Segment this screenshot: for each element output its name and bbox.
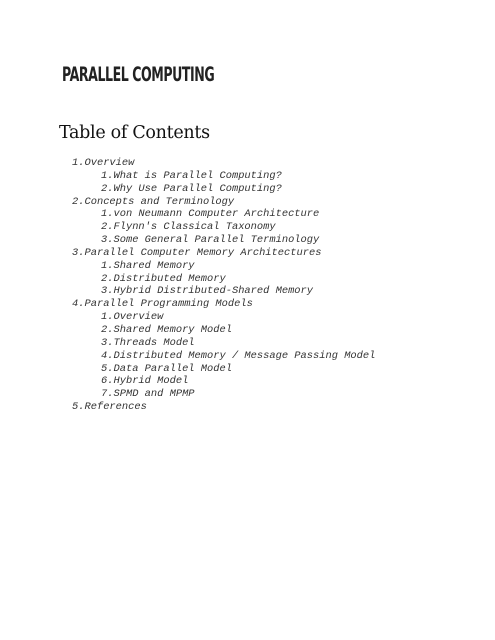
toc-item-number: 1.	[72, 157, 85, 169]
toc-item-label[interactable]: Parallel Programming Models	[84, 298, 253, 311]
toc-heading: Table of Contents	[59, 123, 210, 143]
toc-item-number: 2.	[101, 221, 114, 234]
toc-item-number: 4.	[101, 349, 114, 362]
toc-item-programming-models[interactable]	[0, 298, 375, 311]
toc-subitem-flynns-taxonomy[interactable]	[0, 221, 375, 234]
toc-subitem-threads-model[interactable]	[0, 337, 375, 350]
toc-subitem-spmd-mpmp[interactable]	[0, 388, 375, 401]
toc-item-number: 6.	[101, 375, 114, 388]
toc-item-number: 7.	[101, 388, 114, 401]
toc-item-label[interactable]: Data Parallel Model	[113, 362, 232, 375]
toc-item-label[interactable]: Threads Model	[113, 336, 195, 349]
toc-item-number: 3.	[101, 234, 114, 247]
toc-item-references[interactable]	[0, 401, 375, 414]
toc-item-concepts-and-terminology[interactable]	[0, 196, 375, 209]
toc-item-label[interactable]: Shared Memory	[113, 259, 195, 272]
toc-subitem-data-parallel-model[interactable]	[0, 363, 375, 376]
toc-subitem-distributed-memory[interactable]	[0, 273, 375, 286]
toc-item-memory-architectures[interactable]	[0, 247, 375, 260]
toc-item-number: 3.	[101, 285, 114, 298]
toc-subitem-shared-memory-model[interactable]	[0, 324, 375, 337]
toc-item-number: 3.	[72, 246, 85, 259]
table-of-contents	[0, 157, 375, 414]
toc-item-label[interactable]: Why Use Parallel Computing?	[113, 182, 282, 195]
toc-item-label[interactable]: What is Parallel Computing?	[113, 169, 282, 182]
toc-subitem-hybrid-model[interactable]	[0, 375, 375, 388]
toc-item-label[interactable]: Overview	[84, 157, 135, 169]
toc-item-label[interactable]: Some General Parallel Terminology	[113, 234, 320, 247]
toc-item-label[interactable]: Concepts and Terminology	[84, 195, 235, 208]
toc-subitem-shared-memory[interactable]	[0, 260, 375, 273]
toc-subitem-message-passing-model[interactable]	[0, 350, 375, 363]
toc-subitem-general-parallel-terminology[interactable]	[0, 234, 375, 247]
toc-item-number: 1.	[101, 208, 114, 221]
toc-item-number: 5.	[101, 362, 114, 375]
toc-item-number: 1.	[101, 311, 114, 324]
toc-item-number: 1.	[101, 259, 114, 272]
document-title: PARALLEL COMPUTING	[62, 63, 215, 87]
toc-item-overview[interactable]	[0, 157, 375, 170]
toc-item-label[interactable]: References	[84, 401, 147, 414]
toc-item-label[interactable]: von Neumann Computer Architecture	[113, 208, 320, 221]
toc-item-label[interactable]: Parallel Computer Memory Architectures	[84, 246, 322, 259]
toc-subitem-what-is-parallel-computing[interactable]	[0, 170, 375, 183]
toc-item-number: 2.	[72, 195, 85, 208]
toc-item-label[interactable]: Overview	[113, 311, 164, 324]
toc-subitem-why-use-parallel-computing[interactable]	[0, 183, 375, 196]
toc-item-label[interactable]: Hybrid Distributed-Shared Memory	[113, 285, 314, 298]
toc-item-number: 3.	[101, 336, 114, 349]
toc-item-number: 2.	[101, 272, 114, 285]
toc-item-label[interactable]: SPMD and MPMP	[113, 388, 195, 401]
toc-item-label[interactable]: Distributed Memory / Message Passing Model	[113, 349, 376, 362]
toc-item-number: 5.	[72, 401, 85, 414]
toc-item-label[interactable]: Shared Memory Model	[113, 323, 232, 336]
toc-item-label[interactable]: Hybrid Model	[113, 375, 189, 388]
toc-item-label[interactable]: Distributed Memory	[113, 272, 226, 285]
toc-subitem-von-neumann-architecture[interactable]	[0, 208, 375, 221]
toc-item-label[interactable]: Flynn's Classical Taxonomy	[113, 221, 276, 234]
toc-item-number: 2.	[101, 182, 114, 195]
toc-item-number: 2.	[101, 323, 114, 336]
toc-subitem-models-overview[interactable]	[0, 311, 375, 324]
toc-item-number: 1.	[101, 169, 114, 182]
toc-item-number: 4.	[72, 298, 85, 311]
toc-subitem-hybrid-distributed-shared-memory[interactable]	[0, 285, 375, 298]
